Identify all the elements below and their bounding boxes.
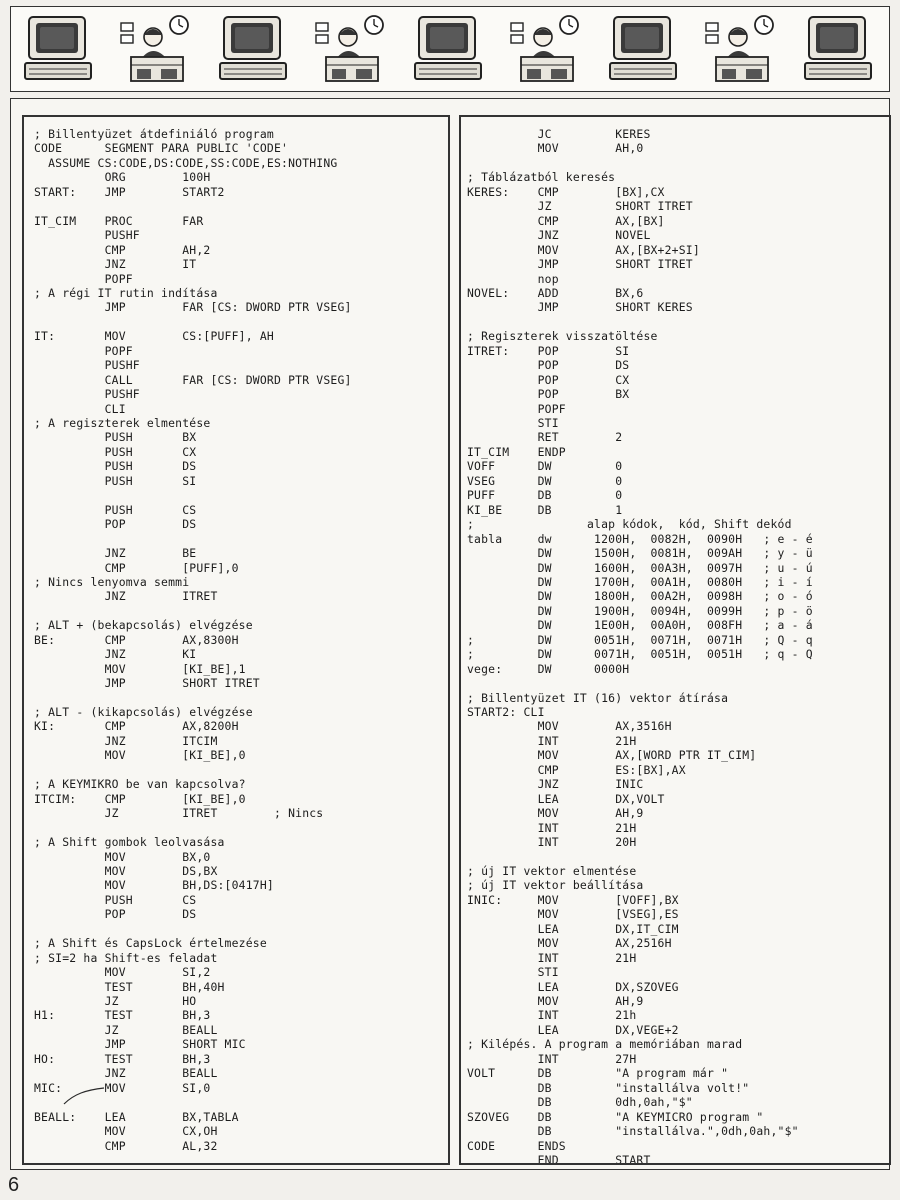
code-line: ; alap kódok, kód, Shift dekód: [467, 517, 792, 532]
code-line: POPF: [467, 401, 566, 416]
code-line: DW 1600H, 00A3H, 0097H ; u - ú: [467, 560, 813, 575]
code-line: PUSH BX: [34, 430, 197, 445]
code-line: JMP SHORT ITRET: [467, 257, 693, 272]
code-line: SZOVEG DB "A KEYMICRO program ": [467, 1109, 764, 1124]
code-line: INT 21H: [467, 820, 637, 835]
page-number: 6: [8, 1174, 20, 1196]
code-line: JNZ KI: [34, 647, 197, 662]
code-line: CODE SEGMENT PARA PUBLIC 'CODE': [34, 141, 289, 156]
code-line: CMP AL,32: [34, 1138, 218, 1153]
code-line: LEA DX,VOLT: [467, 791, 665, 806]
code-line: JNZ ITCIM: [34, 733, 218, 748]
code-line: vege: DW 0000H: [467, 661, 630, 676]
code-line: INIC: MOV [VOFF],BX: [467, 892, 679, 907]
code-line: ; Billentyüzet átdefiniáló program: [34, 127, 274, 141]
code-line: DW 1700H, 00A1H, 0080H ; i - í: [467, 574, 813, 589]
code-line: HO: TEST BH,3: [34, 1051, 211, 1066]
code-line: PUSH CS: [34, 502, 197, 517]
code-line: ITCIM: CMP [KI_BE],0: [34, 791, 246, 806]
code-line: MOV CX,OH: [34, 1124, 218, 1139]
computer-icon: [604, 13, 682, 85]
code-line: MOV AX,3516H: [467, 719, 672, 734]
code-line: JZ ITRET ; Nincs: [34, 806, 324, 821]
code-line: H1: TEST BH,3: [34, 1008, 211, 1023]
code-line: ; új IT vektor elmentése: [467, 863, 637, 878]
code-line: PUFF DB 0: [467, 488, 623, 503]
computer-icon: [214, 13, 292, 85]
code-line: ; Nincs lenyomva semmi: [34, 574, 190, 589]
code-line: MOV [KI_BE],0: [34, 748, 246, 763]
code-line: JZ HO: [34, 994, 197, 1008]
code-line: ; A regiszterek elmentése: [34, 416, 211, 430]
computer-icon: [409, 13, 487, 85]
code-line: START: JMP START2: [34, 184, 225, 199]
code-line: JNZ ITRET: [34, 589, 218, 604]
code-line: KI_BE DB 1: [467, 502, 623, 517]
code-line: MOV AX,[WORD PTR IT_CIM]: [467, 748, 757, 763]
code-line: JNZ NOVEL: [467, 228, 651, 243]
code-line: STI: [467, 416, 559, 430]
code-line: VSEG DW 0: [467, 473, 623, 488]
code-line: POP BX: [467, 387, 630, 402]
code-line: START2: CLI: [467, 705, 545, 719]
office-worker-icon: [702, 13, 780, 85]
code-line: ; DW 0071H, 0051H, 0051H ; q - Q: [467, 647, 813, 662]
code-line: JMP FAR [CS: DWORD PTR VSEG]: [34, 300, 352, 315]
code-line: IT_CIM ENDP: [467, 444, 566, 459]
code-line: PUSHF: [34, 387, 140, 402]
code-line: ; A KEYMIKRO be van kapcsolva?: [34, 777, 246, 792]
code-line: MOV AH,9: [467, 806, 644, 821]
code-line: VOFF DW 0: [467, 459, 623, 474]
code-line: PUSHF: [34, 358, 140, 373]
code-line: INT 21h: [467, 1008, 637, 1023]
code-line: BE: CMP AX,8300H: [34, 632, 239, 647]
office-worker-icon: [117, 13, 195, 85]
computer-icon: [19, 13, 97, 85]
code-line: JNZ BE: [34, 546, 197, 561]
code-line: JZ BEALL: [34, 1022, 218, 1037]
code-line: JNZ INIC: [467, 777, 644, 792]
code-line: POP CX: [467, 372, 630, 387]
code-line: ; Regiszterek visszatöltése: [467, 329, 658, 344]
code-line: ; A Shift gombok leolvasása: [34, 835, 225, 850]
code-line: ; Táblázatból keresés: [467, 170, 616, 185]
code-line: JMP SHORT KERES: [467, 300, 693, 315]
code-line: ORG 100H: [34, 170, 211, 185]
code-line: ITRET: POP SI: [467, 343, 630, 358]
code-line: ; A régi IT rutin indítása: [34, 285, 218, 300]
code-line: DW 1500H, 0081H, 009AH ; y - ü: [467, 546, 813, 561]
code-line: MOV DS,BX: [34, 863, 218, 878]
code-line: KI: CMP AX,8200H: [34, 719, 239, 734]
code-line: JC KERES: [467, 127, 651, 141]
code-line: CMP [PUFF],0: [34, 560, 239, 575]
code-line: KERES: CMP [BX],CX: [467, 184, 665, 199]
code-line: ; Kilépés. A program a memóriában marad: [467, 1037, 743, 1052]
code-line: POP DS: [467, 358, 630, 373]
code-line: DB 0dh,0ah,"$": [467, 1095, 693, 1110]
code-line: PUSH CX: [34, 444, 197, 459]
code-line: ; A Shift és CapsLock értelmezése: [34, 936, 267, 951]
code-line: DB "installálva.",0dh,0ah,"$": [467, 1124, 799, 1139]
code-line: STI: [467, 965, 559, 980]
code-line: MOV AX,[BX+2+SI]: [467, 242, 700, 257]
code-line: RET 2: [467, 430, 623, 445]
code-line: ; DW 0051H, 0071H, 0071H ; Q - q: [467, 632, 813, 647]
code-line: CMP ES:[BX],AX: [467, 762, 686, 777]
code-line: INT 21H: [467, 950, 637, 965]
code-line: MOV AX,2516H: [467, 936, 672, 951]
code-line: INT 27H: [467, 1051, 637, 1066]
code-line: MOV BH,DS:[0417H]: [34, 878, 274, 893]
code-line: LEA DX,VEGE+2: [467, 1022, 679, 1037]
code-line: CMP AH,2: [34, 242, 211, 257]
code-line: JNZ BEALL: [34, 1066, 218, 1081]
code-line: PUSH CS: [34, 892, 197, 907]
code-line: PUSH DS: [34, 459, 197, 474]
code-line: MIC: MOV SI,0: [34, 1080, 211, 1095]
code-line: CALL FAR [CS: DWORD PTR VSEG]: [34, 372, 352, 387]
code-line: ; ALT - (kikapcsolás) elvégzése: [34, 705, 253, 719]
code-line: MOV AH,9: [467, 994, 644, 1008]
code-line: IT_CIM PROC FAR: [34, 213, 204, 228]
code-line: PUSHF: [34, 228, 140, 243]
office-worker-icon: [312, 13, 390, 85]
code-line: NOVEL: ADD BX,6: [467, 285, 644, 300]
code-line: ; SI=2 ha Shift-es feladat: [34, 950, 218, 965]
code-line: tabla dw 1200H, 0082H, 0090H ; e - é: [467, 531, 813, 546]
code-line: TEST BH,40H: [34, 979, 225, 994]
code-line: JZ SHORT ITRET: [467, 199, 693, 214]
code-line: MOV BX,0: [34, 849, 211, 864]
code-line: nop: [467, 271, 559, 286]
code-column-left: [22, 115, 450, 1165]
code-line: JMP SHORT MIC: [34, 1037, 246, 1052]
code-line: CLI: [34, 401, 126, 416]
code-line: DW 1E00H, 00A0H, 008FH ; a - á: [467, 618, 813, 633]
code-line: BEALL: LEA BX,TABLA: [34, 1109, 239, 1124]
code-line: LEA DX,SZOVEG: [467, 979, 679, 994]
computer-icon: [799, 13, 877, 85]
pen-mark-icon: [60, 1080, 120, 1110]
code-line: LEA DX,IT_CIM: [467, 921, 679, 936]
code-line: ASSUME CS:CODE,DS:CODE,SS:CODE,ES:NOTHING: [34, 155, 338, 170]
code-line: JNZ IT: [34, 257, 197, 272]
code-line: VOLT DB "A program már ": [467, 1066, 729, 1081]
code-line: PUSH SI: [34, 473, 197, 488]
code-line: CMP AX,[BX]: [467, 213, 665, 228]
code-column-right: [459, 115, 891, 1165]
code-line: JMP SHORT ITRET: [34, 676, 260, 691]
code-line: POPF: [34, 343, 133, 358]
code-line: DB "installálva volt!": [467, 1080, 750, 1095]
code-line: CODE ENDS: [467, 1138, 566, 1153]
illustration-banner: [10, 6, 890, 92]
code-line: POPF: [34, 271, 133, 286]
office-worker-icon: [507, 13, 585, 85]
code-line: POP DS: [34, 907, 197, 922]
code-line: IT: MOV CS:[PUFF], AH: [34, 329, 274, 344]
code-line: INT 20H: [467, 835, 637, 850]
code-line: MOV [KI_BE],1: [34, 661, 246, 676]
code-line: ; új IT vektor beállítása: [467, 878, 644, 893]
code-line: MOV AH,0: [467, 141, 644, 156]
code-line: INT 21H: [467, 733, 637, 748]
code-line: MOV SI,2: [34, 965, 211, 980]
code-line: MOV [VSEG],ES: [467, 907, 679, 922]
code-line: DW 1900H, 0094H, 0099H ; p - ö: [467, 603, 813, 618]
code-line: ; Billentyüzet IT (16) vektor átírása: [467, 690, 729, 705]
code-line: ; ALT + (bekapcsolás) elvégzése: [34, 618, 253, 633]
code-line: POP DS: [34, 517, 197, 532]
code-line: DW 1800H, 00A2H, 0098H ; o - ó: [467, 589, 813, 604]
code-line: END START: [467, 1152, 651, 1165]
